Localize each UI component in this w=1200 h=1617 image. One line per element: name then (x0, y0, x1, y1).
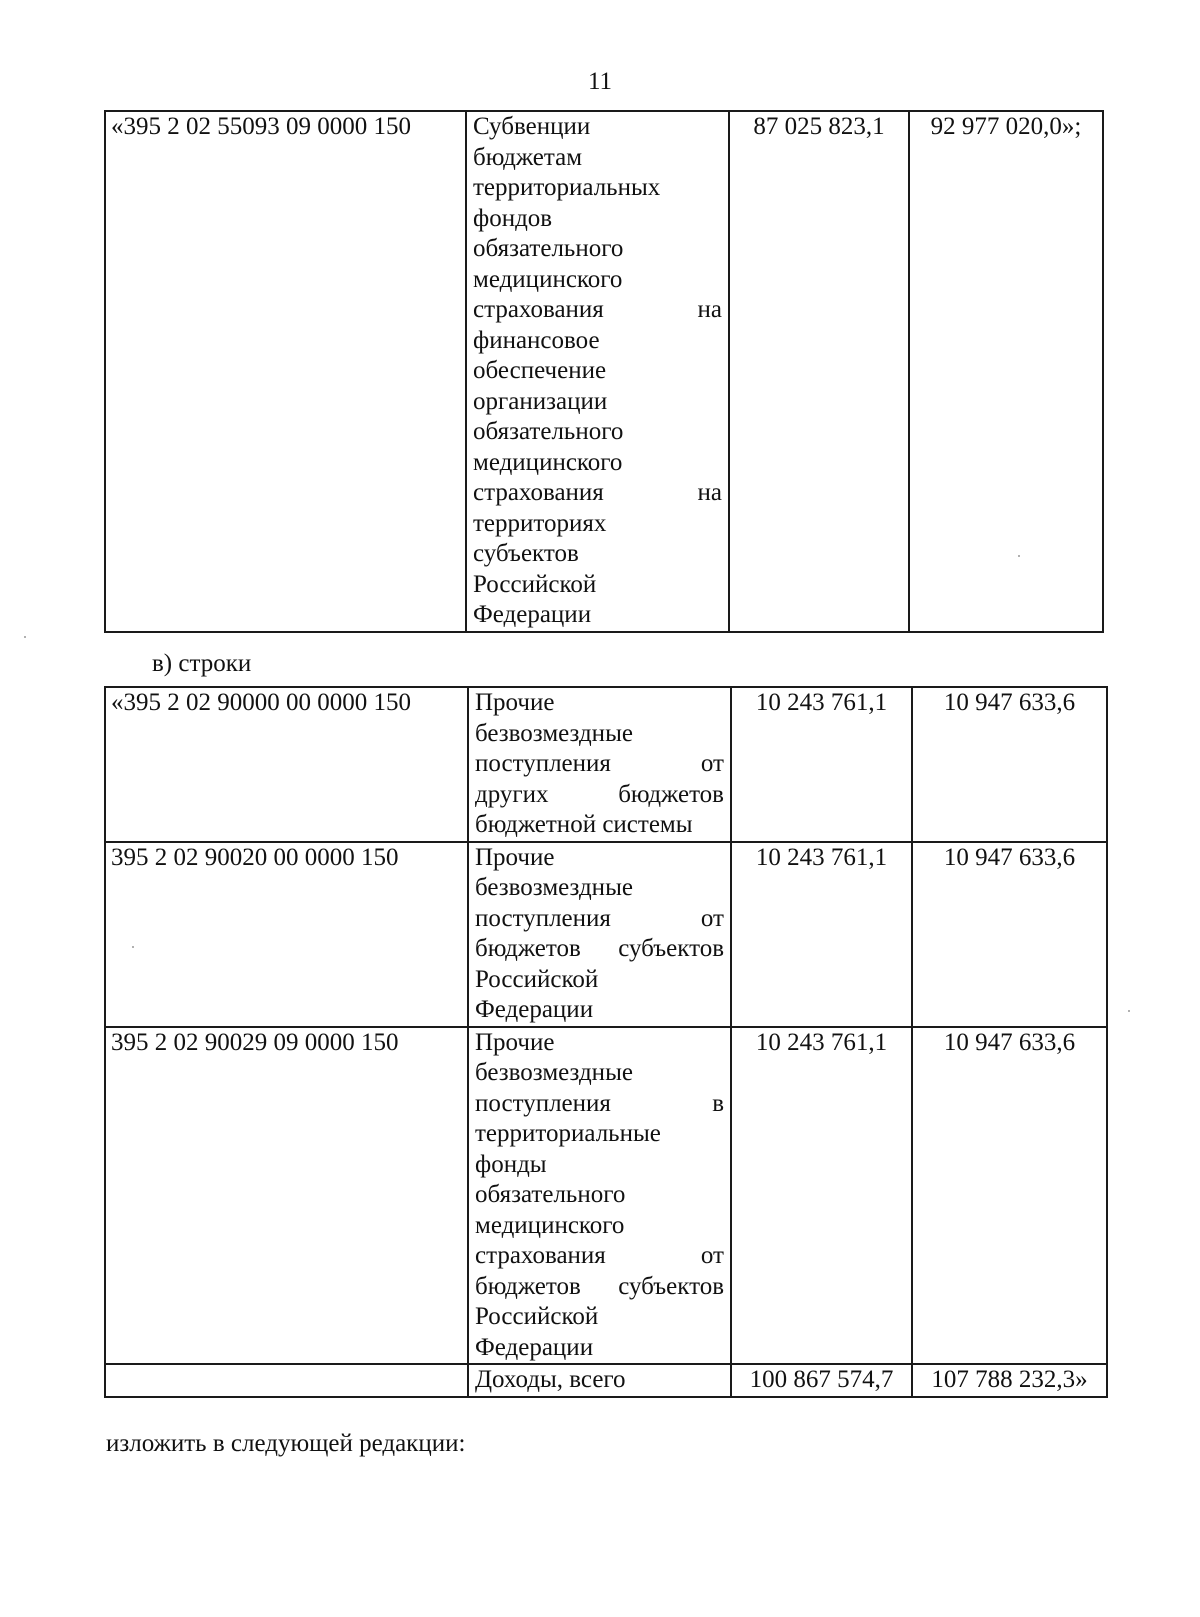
description-line: медицинского (473, 448, 623, 476)
description-line: бюджетам (473, 143, 583, 171)
description-cell (468, 1364, 731, 1397)
description-word: от (700, 904, 724, 932)
scan-speck (132, 946, 134, 948)
description-line: территориальные (475, 1120, 661, 1147)
description-line: Федерации (473, 601, 592, 628)
amount-cell-2: 10 947 633,6 (912, 1027, 1107, 1365)
amount-cell-1: 87 025 823,1 (729, 111, 909, 632)
description-word: поступления (475, 750, 611, 777)
description-line: Федерации (475, 996, 594, 1023)
description-line (475, 749, 724, 780)
description-line (475, 780, 724, 811)
description-line: бюджетной системы (475, 811, 693, 838)
description-word: в (712, 1089, 724, 1117)
amount-cell-2: 10 947 633,6 (912, 687, 1107, 842)
description-line: обязательного (473, 235, 624, 262)
table-row (105, 842, 1107, 1027)
amount-cell-1: 10 243 761,1 (731, 842, 912, 1027)
description-line: фондов (473, 204, 553, 232)
description-word: поступления (475, 1089, 611, 1117)
description-line (475, 1241, 724, 1272)
description-line: территориях (473, 509, 607, 537)
amount-cell-2: 92 977 020,0»; (909, 111, 1103, 632)
description-line: медицинского (473, 265, 623, 293)
description-line (473, 478, 722, 509)
description-line: обязательного (475, 1181, 626, 1208)
description-line: безвозмездные (475, 1059, 633, 1086)
description-line: Федерации (475, 1333, 594, 1361)
page-number: 11 (587, 68, 613, 95)
budget-code-cell: 395 2 02 90029 09 0000 150 (105, 1027, 468, 1365)
description-word: поступления (475, 904, 611, 932)
amount-cell-2: 10 947 633,6 (912, 842, 1107, 1027)
description-line: безвозмездные (475, 719, 633, 747)
description-word: страхования (473, 296, 604, 323)
description-word: от (700, 750, 724, 777)
description-word: на (697, 479, 722, 506)
amount-cell-1: 10 243 761,1 (731, 1027, 912, 1365)
description-line: обеспечение (473, 357, 607, 384)
description-line: Российской (473, 570, 597, 598)
description-word: субъектов (618, 1272, 724, 1300)
description-line: медицинского (475, 1211, 625, 1239)
description-word: субъектов (618, 935, 724, 962)
budget-code-cell: «395 2 02 90000 00 0000 150 (105, 687, 468, 842)
table-1 (104, 110, 1104, 633)
description-word: страхования (473, 479, 604, 506)
description-line: Прочие (475, 689, 555, 716)
description-line (473, 295, 722, 326)
budget-code-cell: «395 2 02 55093 09 0000 150 (105, 111, 466, 632)
description-line: финансовое (473, 326, 600, 354)
section-label: в) строки (152, 650, 252, 677)
scan-speck (1128, 1010, 1130, 1012)
description-line (475, 1089, 724, 1120)
description-word: от (700, 1242, 724, 1269)
description-line: субъектов (473, 540, 579, 567)
description-cell (468, 1027, 731, 1365)
description-line: фонды (475, 1150, 547, 1178)
description-cell (468, 842, 731, 1027)
amount-cell-1: 100 867 574,7 (731, 1364, 912, 1397)
scan-speck (24, 636, 26, 638)
description-line: Субвенции (473, 113, 591, 140)
table-row (105, 1027, 1107, 1365)
budget-code-cell: 395 2 02 90020 00 0000 150 (105, 842, 468, 1027)
description-word: бюджетов (475, 1272, 581, 1300)
description-word: на (697, 296, 722, 323)
description-line (475, 904, 724, 935)
table-row (105, 111, 1103, 632)
description-line (475, 1272, 724, 1303)
description-line: организации (473, 387, 608, 415)
description-word: других (475, 780, 549, 808)
table-2 (104, 686, 1108, 1398)
description-line: Прочие (475, 843, 555, 871)
budget-code-cell (105, 1364, 468, 1397)
description-line: Прочие (475, 1028, 555, 1056)
description-line: безвозмездные (475, 874, 633, 901)
description-cell (468, 687, 731, 842)
description-word: бюджетов (475, 935, 581, 962)
table-row (105, 1364, 1107, 1397)
description-line: Российской (475, 1303, 599, 1330)
amount-cell-2: 107 788 232,3» (912, 1364, 1107, 1397)
scan-speck (1018, 555, 1020, 557)
description-word: страхования (475, 1242, 606, 1269)
closing-text: изложить в следующей редакции: (106, 1430, 466, 1457)
description-word: бюджетов (618, 780, 724, 808)
description-line: обязательного (473, 418, 624, 445)
description-line: территориальных (473, 174, 661, 201)
description-line (475, 934, 724, 965)
description-line: Российской (475, 965, 599, 993)
amount-cell-1: 10 243 761,1 (731, 687, 912, 842)
table-row (105, 687, 1107, 842)
description-line: Доходы, всего (475, 1366, 626, 1393)
description-cell (466, 111, 729, 632)
